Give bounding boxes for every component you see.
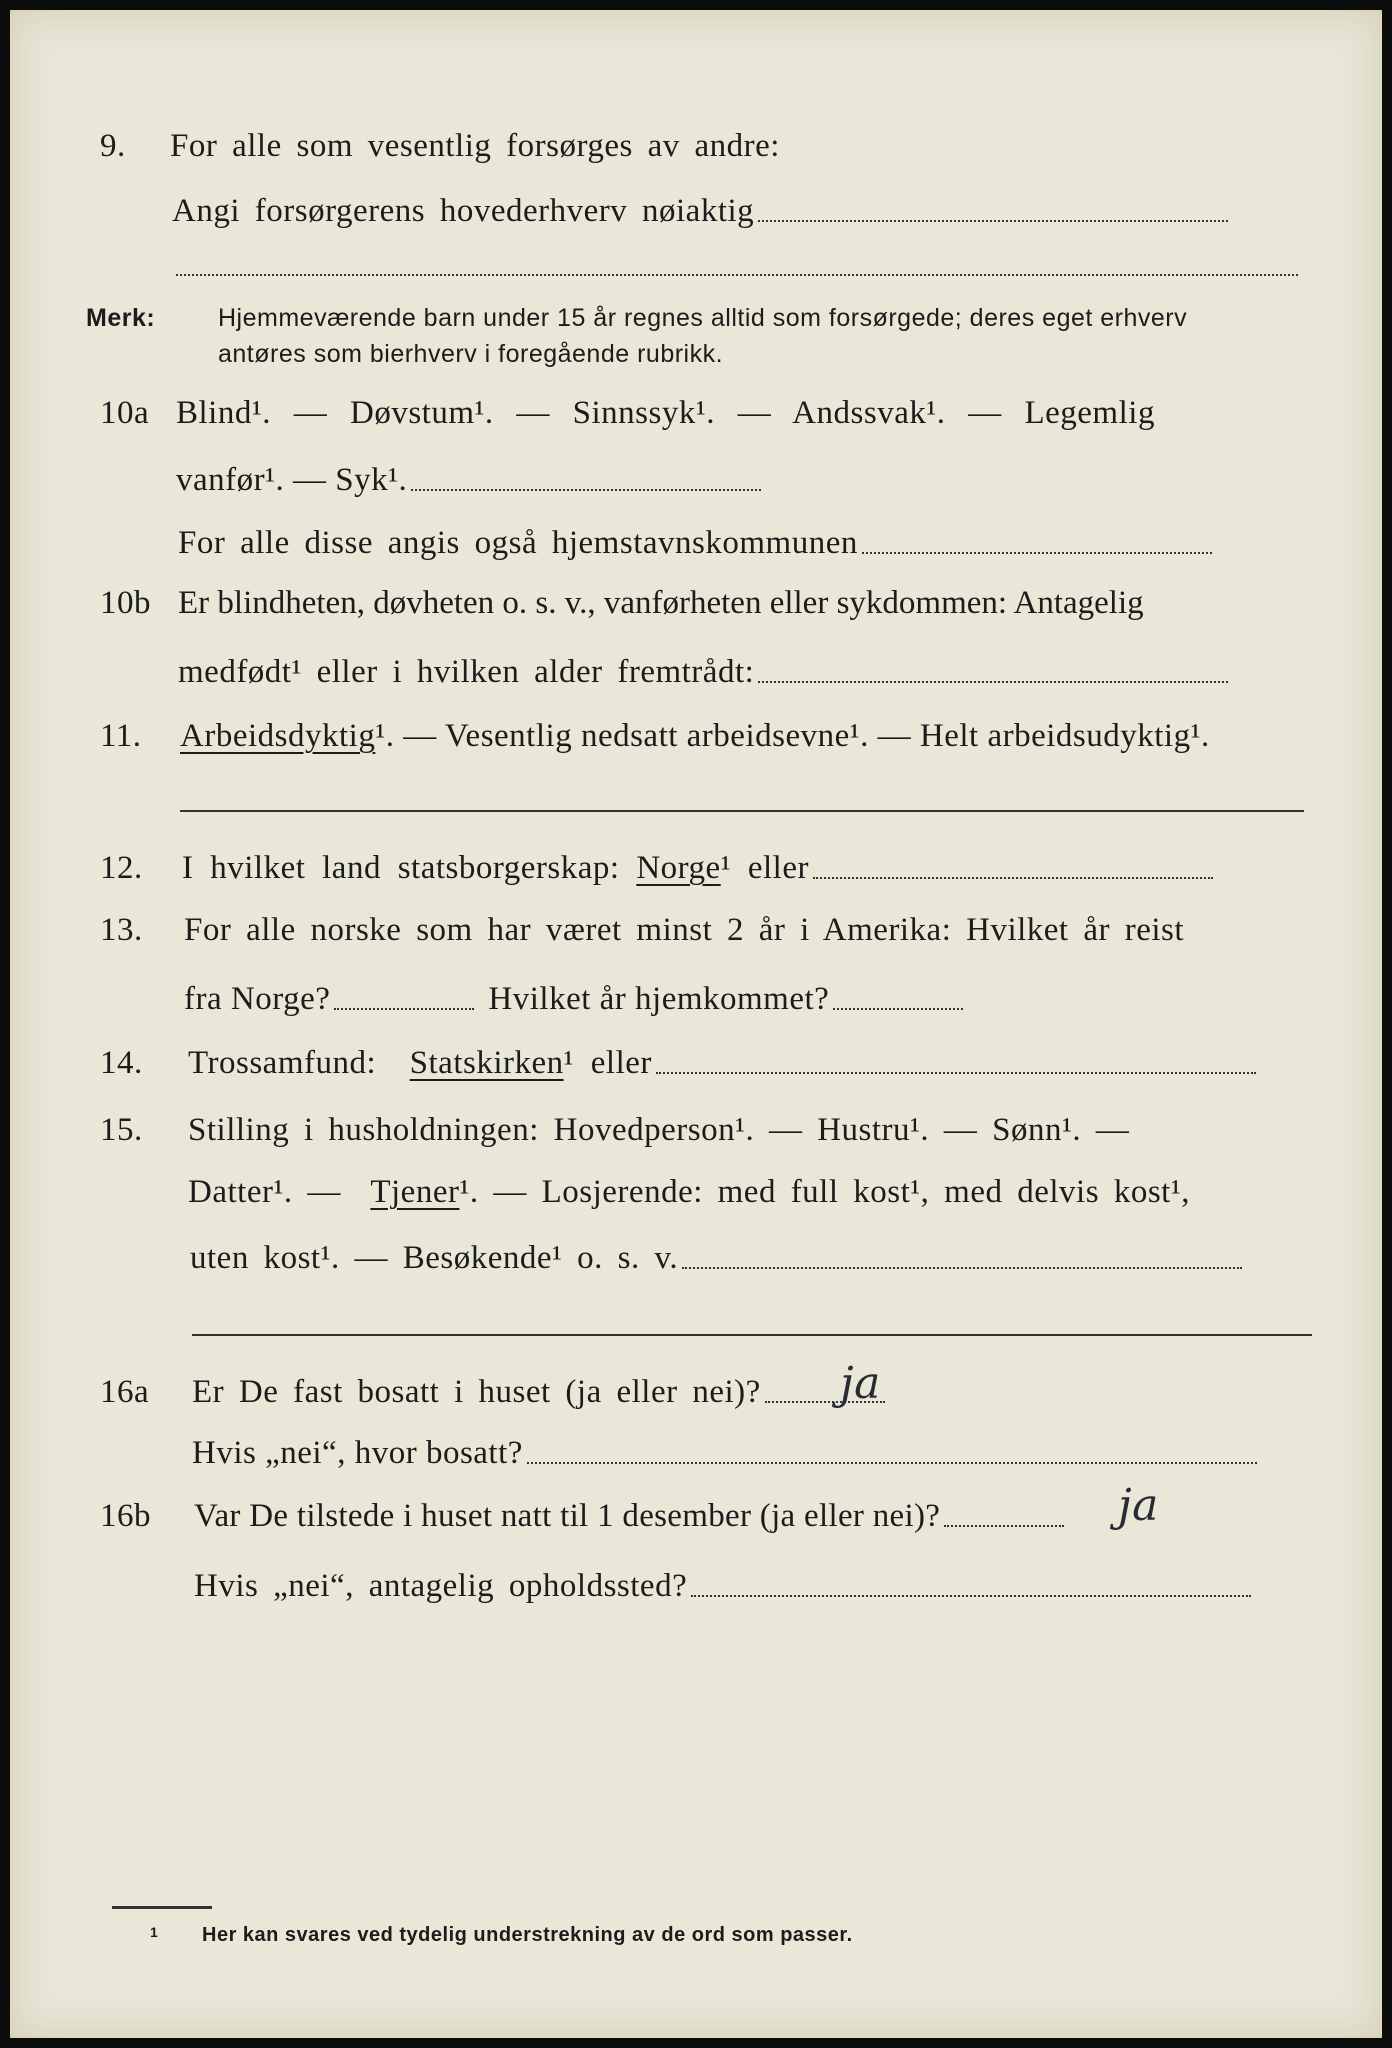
question-text: Datter¹. —	[188, 1174, 341, 1210]
handwritten-answer: ja	[840, 1358, 881, 1409]
question-text: Stilling i husholdningen: Hovedperson¹. — Hustru¹. — Sønn¹. —	[188, 1112, 1130, 1148]
footnote-divider	[112, 1906, 212, 1909]
question-text: Er blindheten, døvheten o. s. v., vanførheten eller sykdommen: Antagelig	[178, 585, 1144, 621]
question-text: Hvis „nei“, hvor bosatt?	[192, 1435, 523, 1471]
question-text: ¹ eller	[563, 1045, 652, 1081]
question-number: 15.	[100, 1112, 143, 1148]
note-label: Merk:	[86, 304, 156, 332]
answer-line[interactable]	[862, 552, 1212, 554]
question-text: ¹ eller	[720, 850, 809, 886]
answer-line[interactable]	[180, 810, 1304, 812]
question-text: uten kost¹. — Besøkende¹ o. s. v.	[190, 1240, 679, 1276]
question-number: 10b	[100, 585, 151, 621]
answer-line[interactable]	[944, 1525, 1064, 1527]
answer-line[interactable]	[656, 1072, 1256, 1074]
answer-line[interactable]	[691, 1595, 1251, 1597]
question-text: For alle disse angis også hjemstavnskommunen	[178, 525, 858, 561]
selected-option: Norge	[636, 850, 721, 886]
question-text: Hvilket år hjemkommet?	[488, 981, 830, 1017]
question-text: Angi forsørgerens hovederhverv nøiaktig	[172, 193, 755, 229]
question-text: Var De tilstede i huset natt til 1 desember (ja eller nei)?	[194, 1498, 941, 1534]
answer-line[interactable]	[758, 220, 1228, 222]
selected-option: Arbeidsdyktig	[180, 718, 376, 754]
question-text: I hvilket land statsborgerskap:	[182, 850, 620, 886]
question-text: ¹. — Losjerende: med full kost¹, med delvis kost¹,	[459, 1174, 1190, 1210]
question-text: Blind¹. — Døvstum¹. — Sinnssyk¹. — Andssvak¹. — Legemlig	[176, 395, 1155, 431]
footnote-text: Her kan svares ved tydelig understrekning av de ord som passer.	[202, 1924, 853, 1946]
question-number: 11.	[100, 718, 142, 754]
question-number: 10a	[100, 395, 150, 431]
question-number: 13.	[100, 912, 143, 948]
selected-option: Statskirken	[409, 1045, 564, 1081]
question-text: Er De fast bosatt i huset (ja eller nei)?	[192, 1374, 761, 1410]
handwritten-answer: ja	[1118, 1480, 1159, 1531]
answer-line[interactable]	[527, 1462, 1257, 1464]
question-number: 9.	[100, 128, 126, 164]
answer-line[interactable]	[411, 489, 761, 491]
question-number: 16b	[100, 1498, 151, 1534]
answer-line[interactable]	[334, 1008, 474, 1010]
footnote-mark: 1	[150, 1924, 159, 1940]
answer-line[interactable]	[813, 877, 1213, 879]
question-text: For alle norske som har været minst 2 år i Amerika: Hvilket år reist	[184, 912, 1185, 948]
question-text: For alle som vesentlig forsørges av andre:	[170, 128, 780, 164]
question-text: Hvis „nei“, antagelig opholdssted?	[194, 1568, 688, 1604]
question-text: fra Norge?	[184, 981, 331, 1017]
answer-line[interactable]	[833, 1008, 963, 1010]
answer-line[interactable]	[192, 1334, 1312, 1336]
answer-line[interactable]	[758, 681, 1228, 683]
question-text: Trossamfund:	[188, 1045, 377, 1081]
question-number: 12.	[100, 850, 143, 886]
selected-option: Tjener	[370, 1174, 460, 1210]
answer-line[interactable]	[682, 1267, 1242, 1269]
answer-line[interactable]	[176, 274, 1298, 276]
question-number: 16a	[100, 1374, 150, 1410]
question-number: 14.	[100, 1045, 143, 1081]
question-text: ¹. — Vesentlig nedsatt arbeidsevne¹. — Helt arbeidsudyktig¹.	[375, 718, 1210, 754]
question-text: vanfør¹. — Syk¹.	[176, 462, 408, 498]
note-text: antøres som bierhverv i foregående rubrikk.	[218, 340, 724, 368]
question-text: medfødt¹ eller i hvilken alder fremtrådt:	[178, 654, 755, 690]
note-text: Hjemmeværende barn under 15 år regnes alltid som forsørgede; deres eget erhverv	[218, 304, 1188, 332]
